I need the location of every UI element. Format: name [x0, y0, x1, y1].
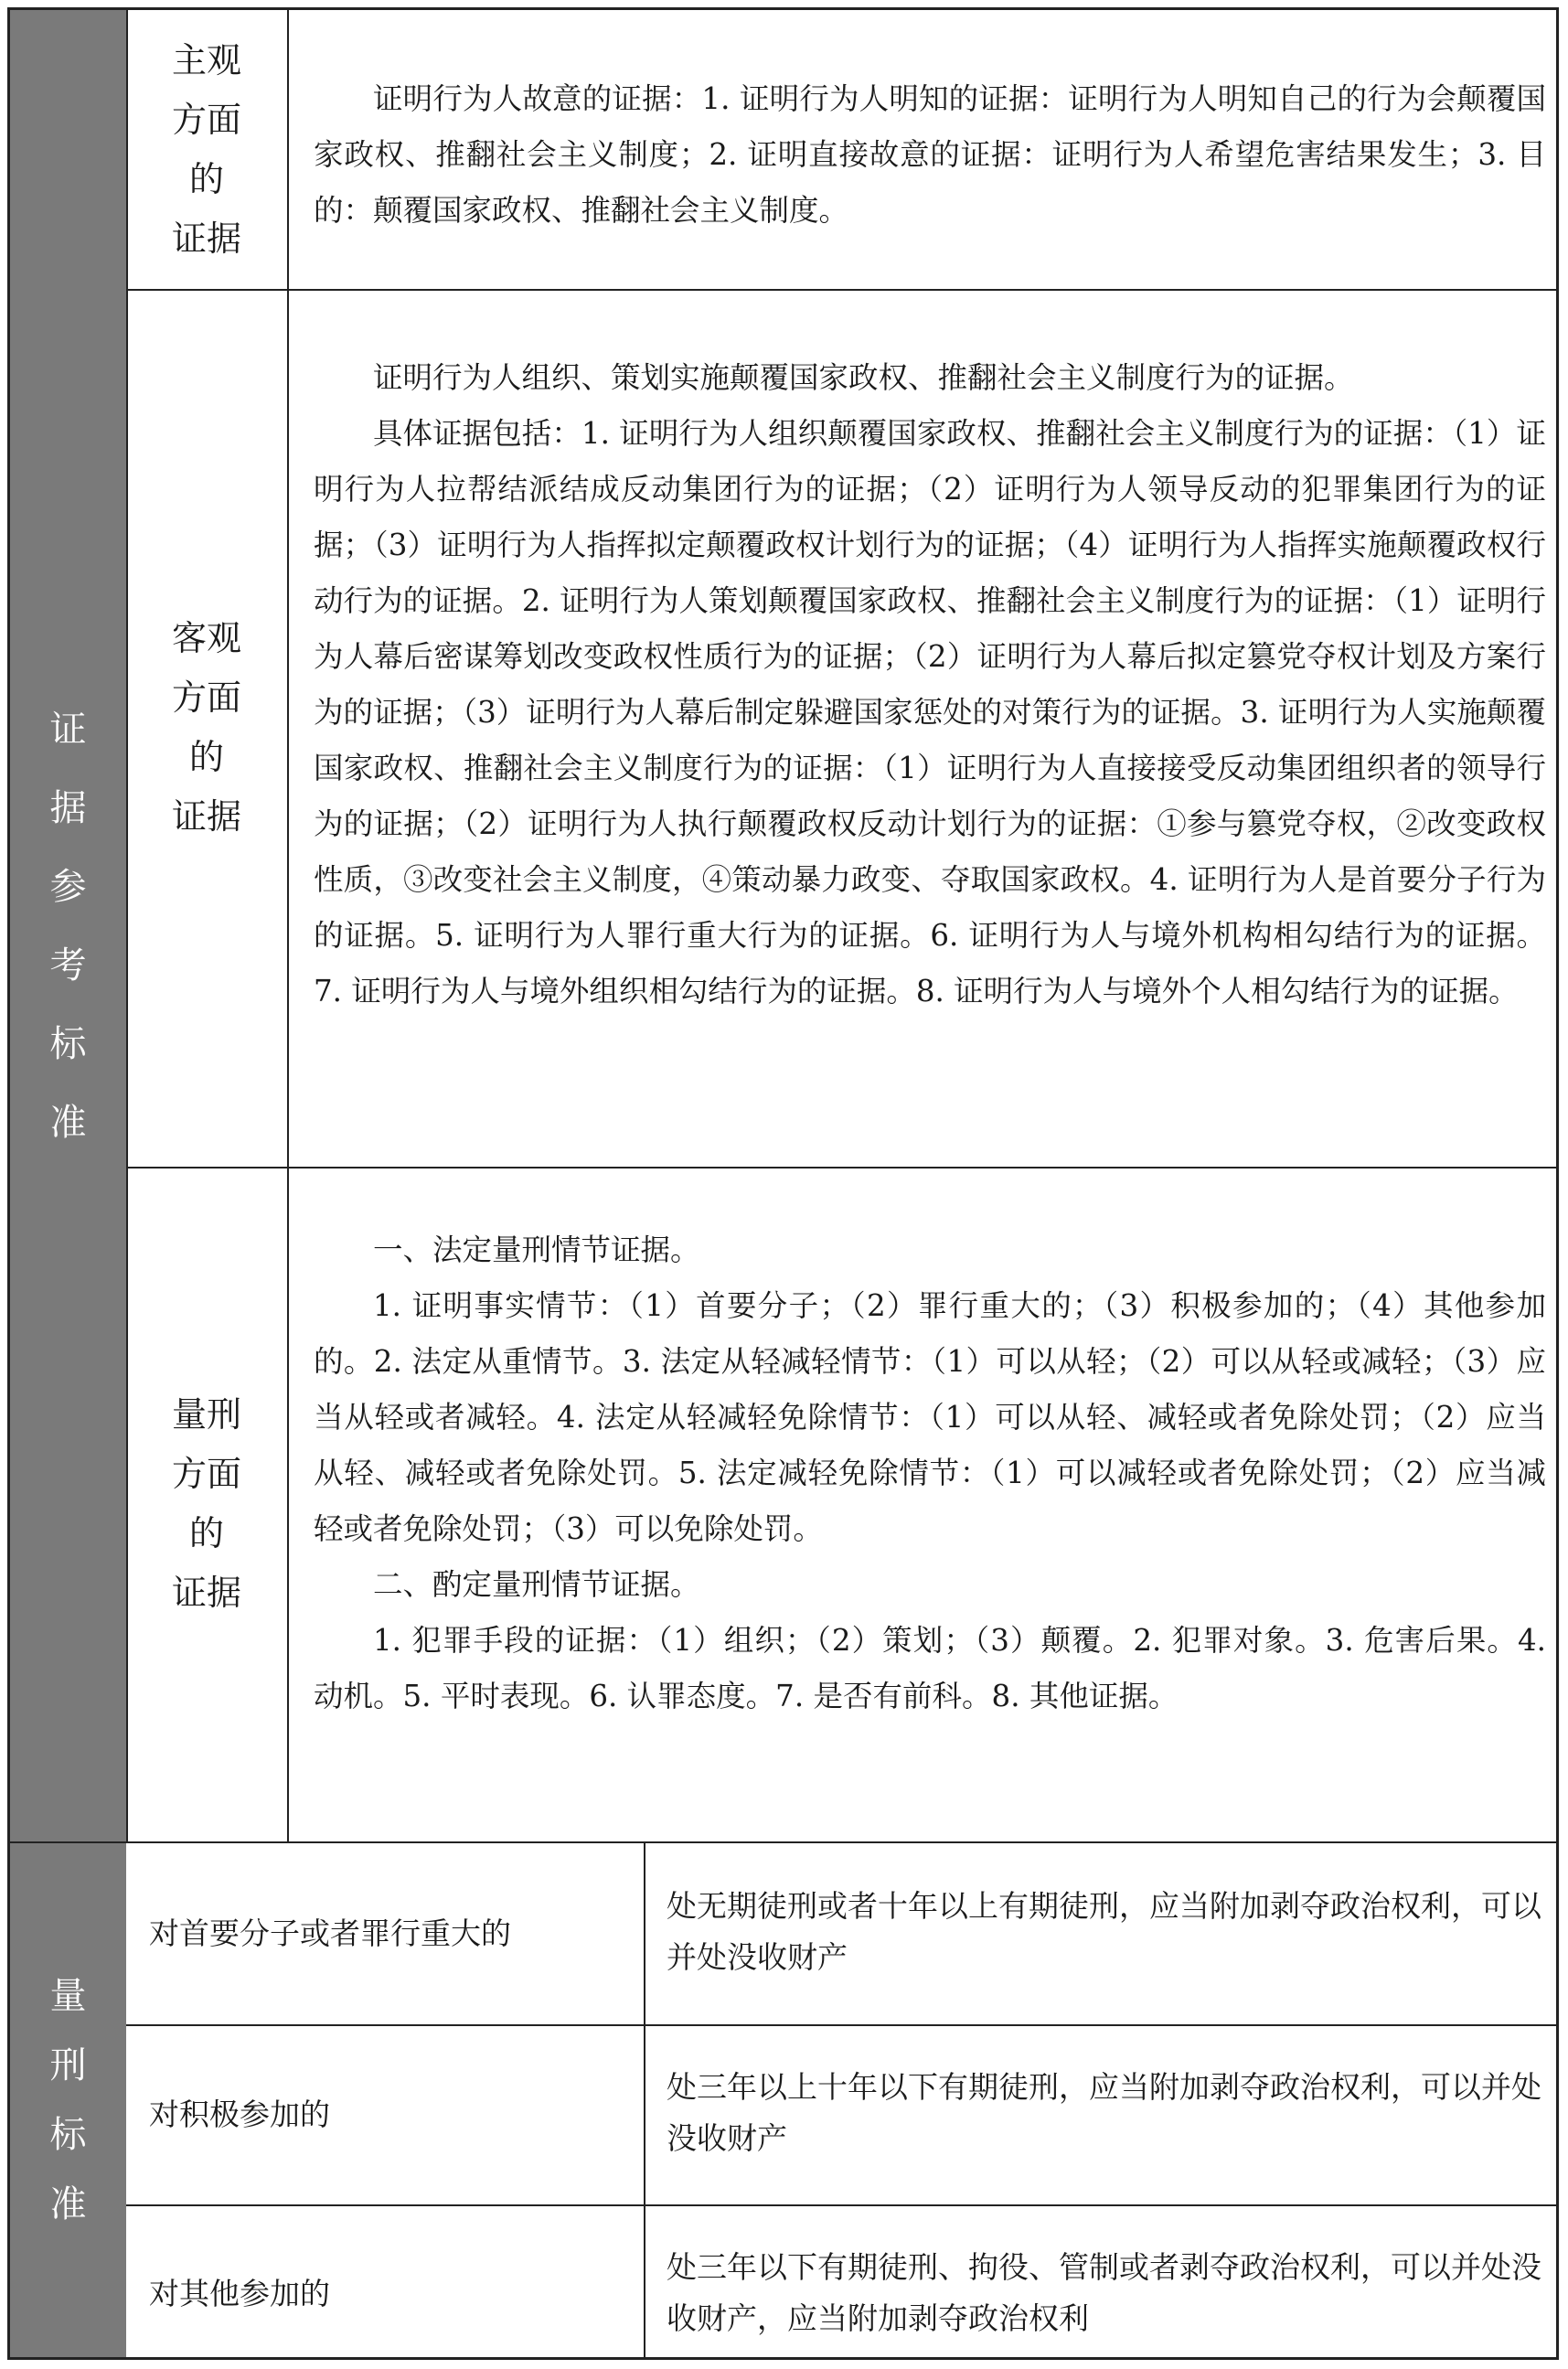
paragraph: 证明行为人组织、策划实施颠覆国家政权、推翻社会主义制度行为的证据。 [373, 360, 1354, 395]
divider [126, 1167, 1556, 1168]
evidence-reference-label: 证 据 参 考 标 准 [49, 709, 87, 1144]
divider [126, 2024, 1556, 2026]
paragraph: 二、酌定量刑情节证据。 [373, 1567, 700, 1602]
divider [287, 10, 289, 1842]
sentencing-standard-label: 量 刑 标 准 [49, 1974, 87, 2225]
divider [126, 289, 1556, 291]
sentencing-condition: 对首要分子或者罪行重大的 [149, 1915, 511, 1951]
paragraph: 具体证据包括：1. 证明行为人组织颠覆国家政权、推翻社会主义制度行为的证据：（1）证明行为人拉帮结派结成反动集团行为的证据；（2）证明行为人领导反动的犯罪集团行为的证据；（3）证明行为人指挥拟定颠覆政权计划行为的证据；（4）证明行为人指挥实施颠覆政权行动行为的证据。2. 证明行为人策划颠覆国家政权、推翻社会主义制度行为的证据：（1）证明行为人幕后密谋筹划改变政权性质行为的证据；（2）证明行为人幕后拟定篡党夺权计划及方案行为的证据；（3）证明行为人幕后制定躲避国家惩处的对策行为的证据。3. 证明行为人实施颠覆国家政权、推翻社会主义制度行为的证据：（1）证明行为人直接接受反动集团组织者的领导行为的证据；（2）证明行为人执行颠覆政权反动计划行为的证据：①参与篡党夺权，②改变政权性质，③改变社会主义制度，④策动暴力政变、夺取国家政权。4. 证明行为人是首要分子行为的证据。5. 证明行为人罪行重大行为的证据。6. 证明行为人与境外机构相勾结行为的证据。7. 证明行为人与境外组织相勾结行为的证据。8. 证明行为人与境外个人相勾结行为的证据。 [314, 416, 1546, 1008]
divider [126, 2204, 1556, 2206]
sentencing-standard-band [10, 1842, 126, 2357]
objective-evidence-label-cell [126, 289, 287, 1167]
criminal-standard-table [7, 7, 1559, 2360]
sentencing-condition: 对其他参加的 [149, 2276, 330, 2311]
evidence-reference-band [10, 10, 126, 1842]
paragraph: 证明行为人故意的证据：1. 证明行为人明知的证据：证明行为人明知自己的行为会颠覆国家政权、推翻社会主义制度；2. 证明直接故意的证据：证明行为人希望危害结果发生；3. 目的：颠覆国家政权、推翻社会主义制度。 [314, 81, 1546, 228]
paragraph: 一、法定量刑情节证据。 [373, 1233, 700, 1267]
subjective-evidence-label: 主观 方面 的 证据 [171, 39, 241, 259]
sentencing-evidence-label: 量刑 方面 的 证据 [171, 1394, 241, 1613]
sentencing-penalty: 处三年以下有期徒刑、拘役、管制或者剥夺政治权利，可以并处没收财产，应当附加剥夺政治权利 [667, 2249, 1541, 2336]
subjective-evidence-content [314, 71, 1546, 239]
sentencing-evidence-content [314, 1222, 1546, 1724]
paragraph: 1. 证明事实情节：（1）首要分子；（2）罪行重大的；（3）积极参加的；（4）其他参加的。2. 法定从重情节。3. 法定从轻减轻情节：（1）可以从轻；（2）可以从轻或减轻；（3）应当从轻或者减轻。4. 法定从轻减轻免除情节：（1）可以从轻、减轻或者免除处罚；（2）应当从轻、减轻或者免除处罚。5. 法定减轻免除情节：（1）可以减轻或者免除处罚；（2）应当减轻或者免除处罚；（3）可以免除处罚。 [314, 1288, 1546, 1546]
sentencing-evidence-label-cell [126, 1167, 287, 1841]
subjective-evidence-label-cell [126, 10, 287, 289]
sentencing-penalty: 处三年以上十年以下有期徒刑，应当附加剥夺政治权利，可以并处没收财产 [667, 2069, 1541, 2156]
sentencing-penalty: 处无期徒刑或者十年以上有期徒刑，应当附加剥夺政治权利，可以并处没收财产 [667, 1888, 1541, 1975]
objective-evidence-label: 客观 方面 的 证据 [171, 618, 241, 837]
divider [644, 1842, 645, 2357]
sentencing-condition: 对积极参加的 [149, 2097, 330, 2132]
objective-evidence-content [314, 350, 1546, 1019]
paragraph: 1. 犯罪手段的证据：（1）组织；（2）策划；（3）颠覆。2. 犯罪对象。3. 危害后果。4. 动机。5. 平时表现。6. 认罪态度。7. 是否有前科。8. 其他证据。 [314, 1623, 1546, 1713]
divider [10, 1841, 1556, 1843]
